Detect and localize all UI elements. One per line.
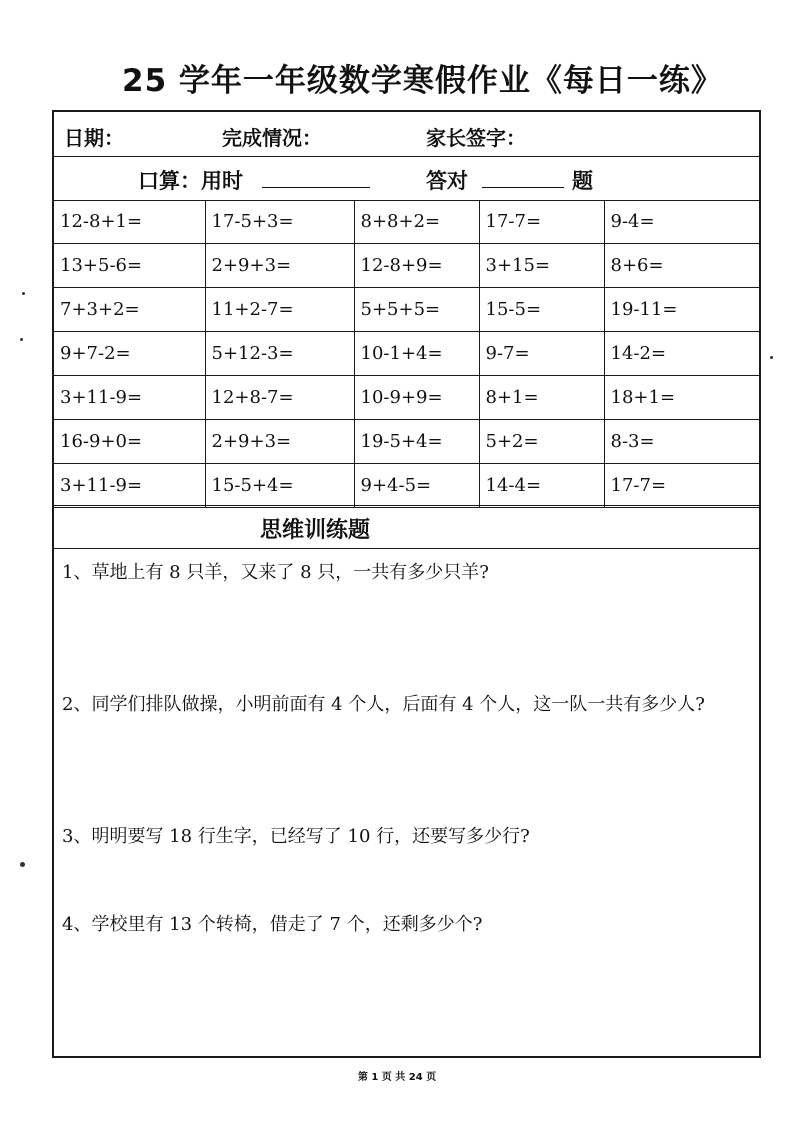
calc-cell[interactable]: 19-11= (604, 288, 759, 332)
correct-label: 答对 (426, 169, 468, 193)
calc-cell[interactable]: 3+11-9= (54, 464, 205, 508)
calc-cell[interactable]: 14-4= (479, 464, 604, 508)
calc-cell[interactable]: 9+7-2= (54, 332, 205, 376)
calc-cell[interactable]: 17-7= (604, 464, 759, 508)
calc-cell[interactable]: 9-4= (604, 200, 759, 244)
date-label: 日期： (64, 126, 124, 150)
time-used-label: 口算：用时 (138, 169, 243, 193)
calc-cell[interactable]: 10-9+9= (354, 376, 479, 420)
mental-math-row (54, 156, 759, 201)
calc-cell[interactable]: 3+15= (479, 244, 604, 288)
calc-cell[interactable]: 8-3= (604, 420, 759, 464)
scan-speck (770, 356, 773, 359)
calc-cell[interactable]: 5+2= (479, 420, 604, 464)
calc-cell[interactable]: 11+2-7= (205, 288, 354, 332)
calc-cell[interactable]: 2+9+3= (205, 244, 354, 288)
question-4: 4、学校里有 13 个转椅，借走了 7 个，还剩多少个? (62, 914, 483, 935)
calc-cell[interactable]: 10-1+4= (354, 332, 479, 376)
calc-cell[interactable]: 12-8+9= (354, 244, 479, 288)
question-1: 1、草地上有 8 只羊，又来了 8 只，一共有多少只羊? (62, 562, 489, 583)
correct-count-blank[interactable] (482, 165, 564, 188)
calc-cell[interactable]: 15-5+4= (205, 464, 354, 508)
calc-cell[interactable]: 5+5+5= (354, 288, 479, 332)
calc-cell[interactable]: 19-5+4= (354, 420, 479, 464)
calc-cell[interactable]: 5+12-3= (205, 332, 354, 376)
calc-cell[interactable]: 15-5= (479, 288, 604, 332)
calc-cell[interactable]: 12+8-7= (205, 376, 354, 420)
calc-cell[interactable]: 7+3+2= (54, 288, 205, 332)
calc-cell[interactable]: 8+1= (479, 376, 604, 420)
parent-sign-label: 家长签字： (426, 126, 526, 150)
calc-cell[interactable]: 14-2= (604, 332, 759, 376)
questions-unit-label: 题 (572, 169, 593, 193)
calc-cell[interactable]: 9+4-5= (354, 464, 479, 508)
calc-cell[interactable]: 12-8+1= (54, 200, 205, 244)
calc-cell[interactable]: 2+9+3= (205, 420, 354, 464)
question-3: 3、明明要写 18 行生字，已经写了 10 行，还要写多少行? (62, 826, 530, 847)
calc-row (54, 376, 759, 420)
calc-cell[interactable]: 9-7= (479, 332, 604, 376)
calc-cell[interactable]: 18+1= (604, 376, 759, 420)
thinking-section-title (54, 505, 759, 549)
calc-row (54, 332, 759, 376)
calc-row (54, 244, 759, 288)
calculation-table (54, 200, 759, 508)
completion-label: 完成情况： (222, 126, 322, 150)
calc-cell[interactable]: 8+6= (604, 244, 759, 288)
calc-row (54, 464, 759, 508)
time-used-blank[interactable] (262, 165, 370, 188)
scan-speck (20, 862, 25, 867)
scan-speck (22, 292, 25, 295)
calc-cell[interactable]: 17-5+3= (205, 200, 354, 244)
calc-cell[interactable]: 16-9+0= (54, 420, 205, 464)
page-footer: 第 1 页 共 24 页 (357, 1072, 437, 1083)
calc-cell[interactable]: 3+11-9= (54, 376, 205, 420)
page-title: 25 学年一年级数学寒假作业《每日一练》 (122, 63, 723, 99)
calc-row (54, 420, 759, 464)
calc-row (54, 200, 759, 244)
scan-speck (20, 338, 23, 341)
info-row (54, 112, 759, 157)
calc-cell[interactable]: 8+8+2= (354, 200, 479, 244)
worksheet-frame (52, 110, 761, 1058)
question-2: 2、同学们排队做操，小明前面有 4 个人，后面有 4 个人，这一队一共有多少人? (62, 694, 705, 715)
calc-cell[interactable]: 17-7= (479, 200, 604, 244)
calc-cell[interactable]: 13+5-6= (54, 244, 205, 288)
calc-row (54, 288, 759, 332)
thinking-title-text: 思维训练题 (260, 518, 371, 543)
